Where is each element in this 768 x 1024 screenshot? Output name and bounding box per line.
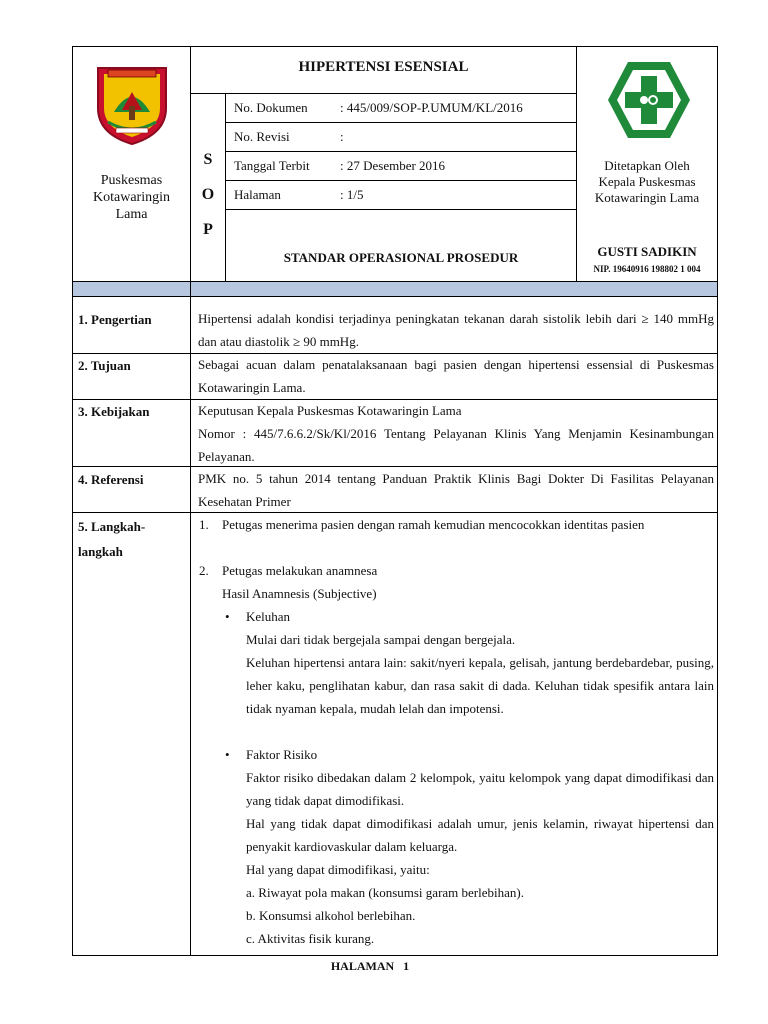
- section-label-langkah: 5. Langkah- langkah: [78, 519, 146, 559]
- bullet-icon: •: [225, 747, 230, 762]
- signer-name: GUSTI SADIKIN: [597, 244, 697, 259]
- meta-value-no-dokumen: : 445/009/SOP-P.UMUM/KL/2016: [340, 100, 523, 115]
- step-number-1: 1.: [199, 517, 209, 532]
- page-footer: HALAMAN 1: [330, 959, 410, 973]
- puskesmas-logo-icon: [606, 60, 692, 140]
- section-label-kebijakan: 3. Kebijakan: [78, 404, 150, 419]
- meta-value-tanggal: : 27 Desember 2016: [340, 158, 446, 173]
- sop-letter-o: O: [201, 186, 215, 203]
- hasil-anamnesis: Hasil Anamnesis (Subjective): [222, 586, 377, 601]
- bullet-icon: •: [225, 609, 230, 624]
- meta-value-no-revisi: :: [340, 129, 344, 144]
- kebijakan-text: Keputusan Kepala Puskesmas Kotawaringin Lama Nomor : 445/7.6.6.2/Sk/Kl/2016 Tentang Pelayanan Klinis Yang Menjamin Kesinambungan Pelayanan.: [198, 403, 714, 464]
- faktor-paragraph-1: Faktor risiko dibedakan dalam 2 kelompok, yaitu kelompok yang dapat dimodifikasi dan yang tidak dapat dimodifikasi.: [246, 770, 714, 808]
- section-label-tujuan: 2. Tujuan: [78, 358, 131, 373]
- puskesmas-name: Puskesmas Kotawaringin Lama: [93, 173, 170, 222]
- meta-label-no-revisi: No. Revisi: [234, 129, 290, 144]
- meta-value-halaman: : 1/5: [340, 187, 364, 202]
- section-label-pengertian: 1. Pengertian: [78, 312, 152, 327]
- modifiable-item-a: a. Riwayat pola makan (konsumsi garam berlebihan).: [246, 885, 524, 900]
- step-item-1: Petugas menerima pasien dengan ramah kemudian mencocokkan identitas pasien: [222, 517, 645, 532]
- document-title: HIPERTENSI ESENSIAL: [298, 59, 469, 75]
- section-label-referensi: 4. Referensi: [78, 472, 144, 487]
- faktor-title: Faktor Risiko: [246, 747, 318, 762]
- keluhan-paragraph: Keluhan hipertensi antara lain: sakit/nyeri kepala, gelisah, jantung berdebardebar, pusing, leher kaku, penglihatan kabur, dan rasa sakit di dada. Keluhan tidak spesifik antara lain tidak nyaman kepala, mudah lelah dan impotensi.: [246, 655, 714, 716]
- sop-letter-p: P: [203, 221, 213, 238]
- keluhan-line-1: Mulai dari tidak bergejala sampai dengan bergejala.: [246, 632, 516, 647]
- tujuan-text: Sebagai acuan dalam penatalaksanaan bagi pasien dengan hipertensi essensial di Puskesmas Kotawaringin Lama.: [198, 357, 714, 395]
- meta-label-no-dokumen: No. Dokumen: [234, 100, 308, 115]
- step-number-2: 2.: [199, 563, 209, 578]
- keluhan-title: Keluhan: [246, 609, 291, 624]
- step-item-2: Petugas melakukan anamnesa: [222, 563, 378, 578]
- approval-text: Ditetapkan Oleh Kepala Puskesmas Kotawaringin Lama: [594, 158, 700, 205]
- faktor-paragraph-2: Hal yang tidak dapat dimodifikasi adalah umur, jenis kelamin, riwayat hipertensi dan penyakit kardiovaskular dalam keluarga.: [246, 816, 714, 854]
- pengertian-text: Hipertensi adalah kondisi terjadinya peningkatan tekanan darah sistolik lebih dari ≥ 140 mmHg dan atau diastolik ≥ 90 mmHg.: [198, 311, 714, 349]
- modifiable-item-c: c. Aktivitas fisik kurang.: [246, 931, 375, 946]
- regency-emblem-icon: [92, 62, 172, 146]
- sop-letter-s: S: [203, 151, 213, 168]
- faktor-paragraph-3: Hal yang dapat dimodifikasi, yaitu:: [246, 862, 430, 877]
- meta-label-tanggal: Tanggal Terbit: [234, 158, 310, 173]
- signer-nip: NIP. 19640916 198802 1 004: [593, 264, 701, 274]
- referensi-text: PMK no. 5 tahun 2014 tentang Panduan Praktik Klinis Bagi Dokter Di Fasilitas Pelayanan Kesehatan Primer: [198, 471, 714, 509]
- meta-label-halaman: Halaman: [234, 187, 281, 202]
- modifiable-item-b: b. Konsumsi alkohol berlebihan.: [246, 908, 416, 923]
- sop-subtitle: STANDAR OPERASIONAL PROSEDUR: [283, 250, 519, 265]
